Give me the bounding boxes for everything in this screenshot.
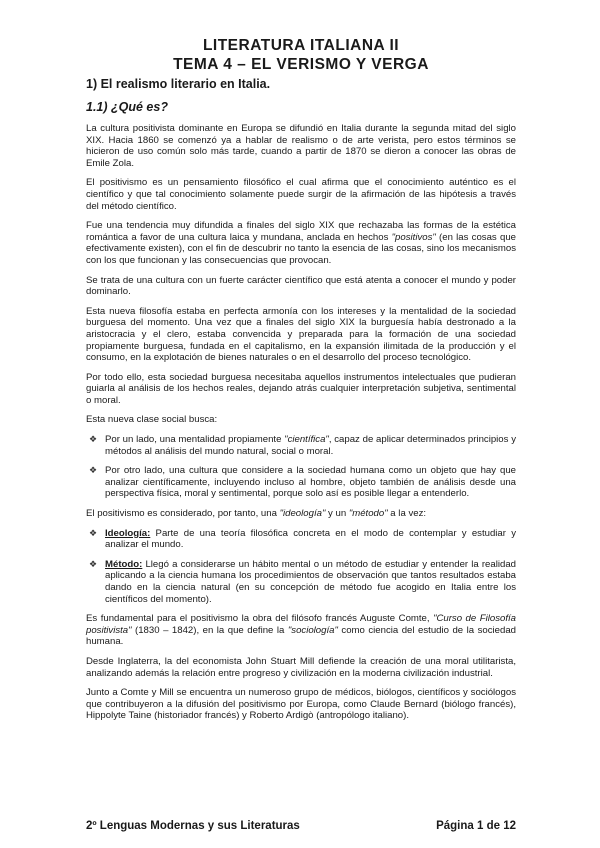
paragraph: Junto a Comte y Mill se encuentra un numeroso grupo de médicos, biólogos, científicos y sociólogos que contribuyeron a la difusión del positivismo por Europa, como Claude Bernard (biólogo francés), Hippolyte Taine (historiador francés) y Roberto Ardigò (antropólogo italiano). xyxy=(86,687,516,722)
definition-list xyxy=(86,528,516,606)
document-page xyxy=(86,36,516,730)
list-item: ❖ Ideología: Parte de una teoría filosófica concreta en el modo de contemplar y estudiar y analizar el mundo. xyxy=(89,527,516,551)
footer-course: 2º Lenguas Modernas y sus Literaturas xyxy=(86,820,300,832)
definition-term: Método: xyxy=(105,558,143,570)
diamond-bullet-icon: ❖ xyxy=(89,434,98,445)
paragraph: Fue una tendencia muy difundida a finales del siglo XIX que rechazaba las formas de la estética romántica a favor de una cultura laica y mundana, anclada en hechos "positivos" (en las cosas que efectivamente existen), con el fin de descubrir no tanto la esencia de las cosas, sino los mecanismos con los que funcionan y las consecuencias que provocan. xyxy=(86,220,516,266)
paragraph: Por todo ello, esta sociedad burguesa necesitaba aquellos instrumentos intelectuales que pudieran guiarla al análisis de los hechos reales, dejando atrás cualquier interpretación subjetiva, sentimental o moral. xyxy=(86,371,516,406)
list-item: ❖ Método: Llegó a considerarse un hábito mental o un método de estudiar y entender la realidad aplicando a la ciencia humana los procedimientos de observación que tantos resultados estaba dando en la ciencia natural (en su concepción de método fue acogido en Italia entre los científicos del momento). xyxy=(89,558,516,605)
list-item: ❖ Por un lado, una mentalidad propiamente "científica", capaz de aplicar determinados principios y métodos al análisis del mundo natural, social o moral. xyxy=(89,434,516,457)
diamond-bullet-icon: ❖ xyxy=(89,465,98,476)
diamond-bullet-icon: ❖ xyxy=(89,527,98,538)
paragraph: El positivismo es un pensamiento filosófico el cual afirma que el conocimiento auténtico es el científico y que tal conocimiento solamente puede surgir de la afirmación de las hipótesis a través del método científico. xyxy=(86,177,516,212)
paragraph: El positivismo es considerado, por tanto, una "ideología" y un "método" a la vez: xyxy=(86,508,427,520)
paragraph: Es fundamental para el positivismo la obra del filósofo francés Auguste Comte, "Curso de Filosofía positivista" (1830 – 1842), en la que define la "sociología" como ciencia del estudio de la sociedad humana. xyxy=(86,613,516,648)
section-heading: 1) El realismo literario en Italia. xyxy=(86,77,271,91)
paragraph: Esta nueva clase social busca: xyxy=(86,414,218,426)
paragraph: Se trata de una cultura con un fuerte carácter científico que está atenta a conocer el mundo y poder dominarlo. xyxy=(86,274,516,298)
definition-term: Ideología: xyxy=(105,527,151,539)
paragraph: La cultura positivista dominante en Europa se difundió en Italia durante la segunda mitad del siglo XIX. Hacia 1860 se comenzó ya a hablar de realismo o de arte verista, pero estos términos se hicieron de uso común solo más tarde, cuando a partir de 1870 se dieron a conocer las obras de Emile Zola. xyxy=(86,123,516,169)
diamond-bullet-icon: ❖ xyxy=(89,558,98,569)
topic-title: TEMA 4 – EL VERISMO Y VERGA xyxy=(173,56,429,73)
subsection-heading: 1.1) ¿Qué es? xyxy=(86,100,168,114)
list-item: ❖ Por otro lado, una cultura que considere a la sociedad humana como un objeto que hay que analizar científicamente, incluyendo incluso al hombre, objeto también de análisis desde una perspectiva física, moral y sentimental, porque solo así es posible llegar a entenderlo. xyxy=(89,465,516,500)
paragraph: Desde Inglaterra, la del economista John Stuart Mill defiende la creación de una moral utilitarista, analizando además la relación entre progreso y civilización en la moderna civilización industrial. xyxy=(86,655,516,679)
page-number: Página 1 de 12 xyxy=(436,820,516,832)
paragraph: Esta nueva filosofía estaba en perfecta armonía con los intereses y la mentalidad de la sociedad burguesa del momento. Una vez que a finales del siglo XIX la burguesía había destronado a la aristocracia y el clero, estaba convencida y preparada para la formación de una sociedad propiamente burguesa, fundada en el capitalismo, en la expansión ilimitada de la producción y el consumo, en la explotación de bienes naturales o en el desarrollo del proceso tecnológico. xyxy=(86,305,516,364)
page-footer xyxy=(86,820,516,832)
bullet-list xyxy=(86,434,516,500)
document-title: LITERATURA ITALIANA II xyxy=(202,37,400,54)
